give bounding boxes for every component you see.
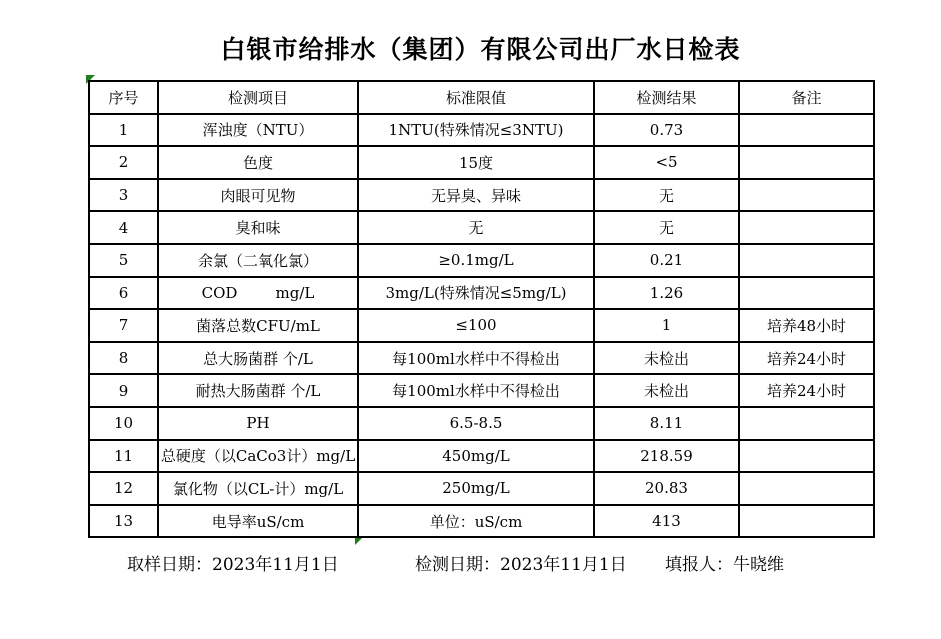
cell-result: 218.59 — [594, 440, 739, 473]
cell-note: 培养24小时 — [739, 342, 874, 375]
cell-seq: 3 — [89, 179, 158, 212]
table-row — [89, 114, 874, 147]
table-row — [89, 342, 874, 375]
header-cell: 序号 — [89, 81, 158, 114]
table-row — [89, 407, 874, 440]
cell-note — [739, 440, 874, 473]
cell-seq: 10 — [89, 407, 158, 440]
cell-seq: 6 — [89, 277, 158, 310]
cell-note — [739, 407, 874, 440]
cell-limit: 无异臭、异味 — [358, 179, 594, 212]
cell-item: 肉眼可见物 — [158, 179, 358, 212]
table-row — [89, 146, 874, 179]
table-row — [89, 244, 874, 277]
table-row — [89, 277, 874, 310]
cell-item: 菌落总数CFU/mL — [158, 309, 358, 342]
cell-note — [739, 211, 874, 244]
cell-result: 413 — [594, 505, 739, 538]
table-row — [89, 472, 874, 505]
cell-item: 臭和味 — [158, 211, 358, 244]
cell-seq: 12 — [89, 472, 158, 505]
cell-limit: 单位：uS/cm — [358, 505, 594, 538]
cell-seq: 8 — [89, 342, 158, 375]
cell-result: 1.26 — [594, 277, 739, 310]
cell-seq: 2 — [89, 146, 158, 179]
table-row — [89, 179, 874, 212]
cell-seq: 7 — [89, 309, 158, 342]
table-header-row — [89, 81, 874, 114]
cell-seq: 11 — [89, 440, 158, 473]
cell-limit: 每100ml水样中不得检出 — [358, 342, 594, 375]
cell-limit: 450mg/L — [358, 440, 594, 473]
table-row — [89, 440, 874, 473]
cell-result: 未检出 — [594, 342, 739, 375]
cell-seq: 5 — [89, 244, 158, 277]
cell-result: 1 — [594, 309, 739, 342]
cell-limit: 15度 — [358, 146, 594, 179]
cell-note — [739, 179, 874, 212]
page-title: 白银市给排水（集团）有限公司出厂水日检表 — [220, 35, 741, 64]
table-row — [89, 505, 874, 538]
header-cell: 检测结果 — [594, 81, 739, 114]
cell-item: 总硬度（以CaCo3计）mg/L — [158, 440, 358, 473]
cell-item: 电导率uS/cm — [158, 505, 358, 538]
cell-result: 无 — [594, 179, 739, 212]
cell-limit: ≤100 — [358, 309, 594, 342]
cell-item: 色度 — [158, 146, 358, 179]
cell-seq: 9 — [89, 374, 158, 407]
cell-limit: 1NTU(特殊情况≤3NTU) — [358, 114, 594, 147]
table-row — [89, 309, 874, 342]
cell-error-indicator-icon — [355, 538, 362, 545]
cell-item: 浑浊度（NTU） — [158, 114, 358, 147]
cell-result: 0.73 — [594, 114, 739, 147]
water-quality-table — [88, 80, 875, 538]
footer — [0, 550, 941, 575]
cell-limit: 无 — [358, 211, 594, 244]
cell-result: 8.11 — [594, 407, 739, 440]
cell-note: 培养24小时 — [739, 374, 874, 407]
cell-seq: 13 — [89, 505, 158, 538]
cell-note — [739, 505, 874, 538]
cell-limit: 6.5-8.5 — [358, 407, 594, 440]
cell-item: COD mg/L — [158, 277, 358, 310]
cell-result: 无 — [594, 211, 739, 244]
cell-seq: 1 — [89, 114, 158, 147]
cell-limit: 250mg/L — [358, 472, 594, 505]
cell-result: 20.83 — [594, 472, 739, 505]
cell-note — [739, 114, 874, 147]
cell-limit: 每100ml水样中不得检出 — [358, 374, 594, 407]
header-cell: 检测项目 — [158, 81, 358, 114]
header-cell: 备注 — [739, 81, 874, 114]
cell-result: <5 — [594, 146, 739, 179]
cell-limit: 3mg/L(特殊情况≤5mg/L) — [358, 277, 594, 310]
cell-item: 耐热大肠菌群 个/L — [158, 374, 358, 407]
cell-limit: ≥0.1mg/L — [358, 244, 594, 277]
sample-date-label: 取样日期：2023年11月1日 — [127, 555, 339, 575]
cell-item: 氯化物（以CL-计）mg/L — [158, 472, 358, 505]
cell-note — [739, 146, 874, 179]
table-row — [89, 374, 874, 407]
cell-note — [739, 244, 874, 277]
cell-note: 培养48小时 — [739, 309, 874, 342]
header-cell: 标准限值 — [358, 81, 594, 114]
cell-result: 0.21 — [594, 244, 739, 277]
cell-item: 余氯（二氧化氯） — [158, 244, 358, 277]
reporter-label: 填报人：牛晓维 — [665, 555, 784, 575]
table-row — [89, 211, 874, 244]
cell-item: PH — [158, 407, 358, 440]
table-body — [89, 114, 874, 538]
cell-result: 未检出 — [594, 374, 739, 407]
test-date-label: 检测日期：2023年11月1日 — [415, 555, 627, 575]
cell-seq: 4 — [89, 211, 158, 244]
cell-note — [739, 277, 874, 310]
cell-note — [739, 472, 874, 505]
cell-item: 总大肠菌群 个/L — [158, 342, 358, 375]
